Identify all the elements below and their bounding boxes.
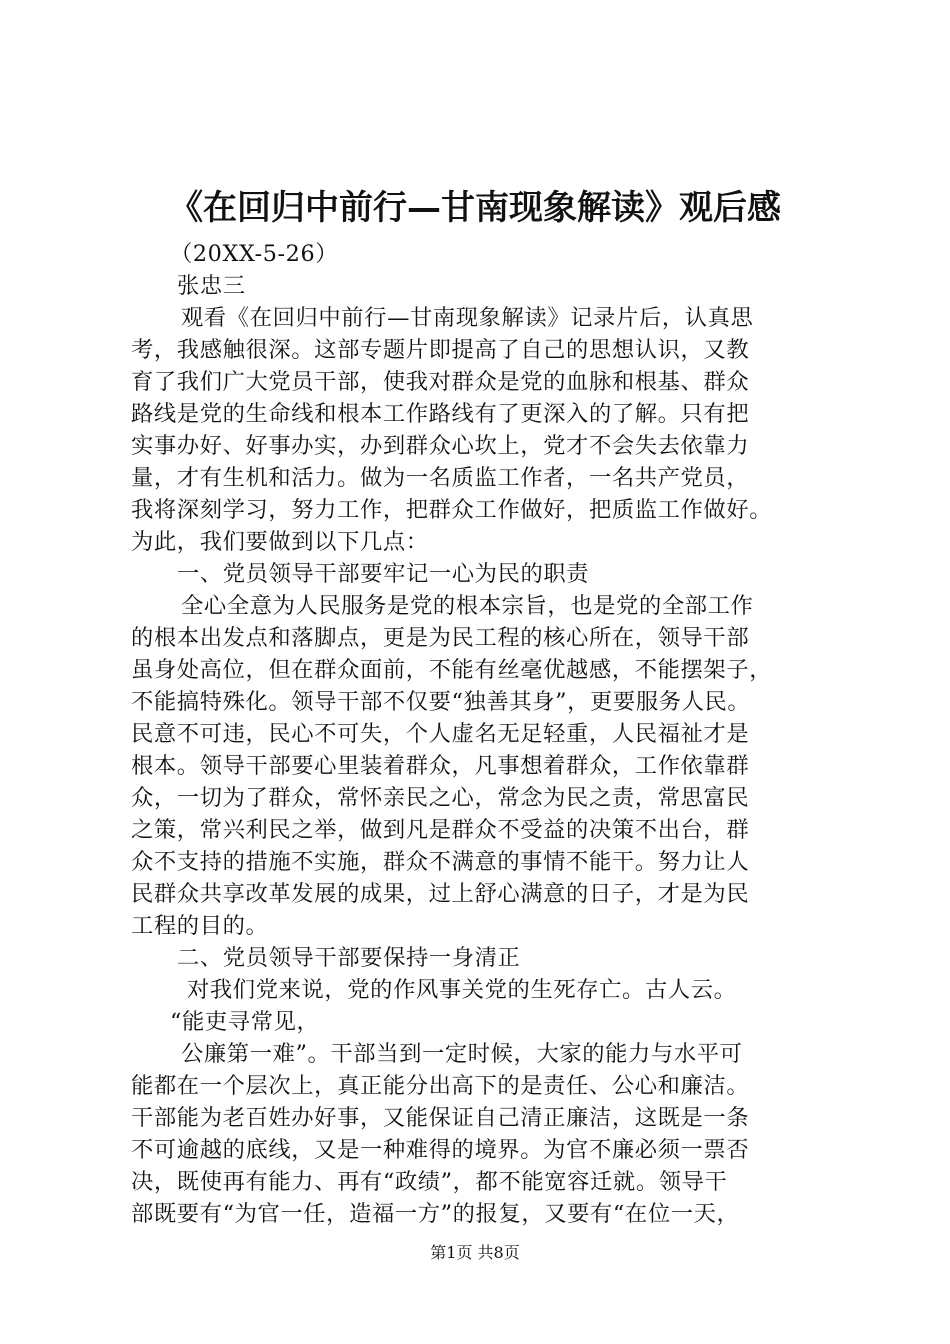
body-line: 路线是党的生命线和根本工作路线有了更深入的了解。只有把 [131, 401, 750, 427]
body-line: 全心全意为人民服务是党的根本宗旨，也是党的全部工作 [181, 593, 754, 619]
document-date: （20XX-5-26） [170, 241, 339, 267]
body-line: 能都在一个层次上，真正能分出高下的是责任、公心和廉洁。 [131, 1073, 750, 1099]
body-line: 部既要有“为官一任，造福一方”的报复，又要有“在位一天， [131, 1201, 740, 1227]
body-line: 不可逾越的底线，又是一种难得的境界。为官不廉必须一票否 [131, 1137, 750, 1163]
body-line: 不能搞特殊化。领导干部不仅要“独善其身”，更要服务人民。 [131, 689, 751, 715]
body-line: 工程的目的。 [131, 913, 269, 939]
body-line: 公廉第一难”。干部当到一定时候，大家的能力与水平可 [181, 1041, 743, 1067]
body-line: 的根本出发点和落脚点，更是为民工程的核心所在，领导干部 [131, 625, 750, 651]
body-line: 实事办好、好事办实，办到群众心坎上，党才不会失去依靠力 [131, 433, 750, 459]
body-line: 根本。领导干部要心里装着群众，凡事想着群众，工作依靠群 [131, 753, 750, 779]
body-line: 决，既使再有能力、再有“政绩”，都不能宽容迁就。领导干 [131, 1169, 728, 1195]
body-line: 育了我们广大党员干部，使我对群众是党的血脉和根基、群众 [131, 369, 750, 395]
body-line: 我将深刻学习，努力工作，把群众工作做好，把质监工作做好。 [131, 497, 773, 523]
body-line: 观看《在回归中前行—甘南现象解读》记录片后，认真思 [181, 305, 754, 331]
body-line: “能吏寻常见， [170, 1009, 320, 1035]
body-line: 量，才有生机和活力。做为一名质监工作者，一名共产党员， [131, 465, 750, 491]
section-heading: 二、党员领导干部要保持一身清正 [177, 945, 521, 971]
body-line: 考，我感触很深。这部专题片即提高了自己的思想认识，又教 [131, 337, 750, 363]
body-line: 民群众共享改革发展的成果，过上舒心满意的日子，才是为民 [131, 881, 750, 907]
body-line: 对我们党来说，党的作风事关党的生死存亡。古人云。 [187, 977, 737, 1003]
section-heading: 一、党员领导干部要牢记一心为民的职责 [177, 561, 590, 587]
document-author: 张忠三 [177, 273, 246, 299]
page-number: 第1页 共8页 [430, 1243, 520, 1262]
body-line: 民意不可违，民心不可失，个人虚名无足轻重，人民福祉才是 [131, 721, 750, 747]
body-line: 虽身处高位，但在群众面前，不能有丝毫优越感，不能摆架子， [131, 657, 773, 683]
body-line: 众不支持的措施不实施，群众不满意的事情不能干。努力让人 [131, 849, 750, 875]
body-line: 众，一切为了群众，常怀亲民之心，常念为民之责，常思富民 [131, 785, 750, 811]
document-title: 《在回归中前行—甘南现象解读》观后感 [169, 188, 781, 228]
body-line: 之策，常兴利民之举，做到凡是群众不受益的决策不出台，群 [131, 817, 750, 843]
body-line: 干部能为老百姓办好事，又能保证自己清正廉洁，这既是一条 [131, 1105, 750, 1131]
body-line: 为此，我们要做到以下几点： [131, 529, 429, 555]
